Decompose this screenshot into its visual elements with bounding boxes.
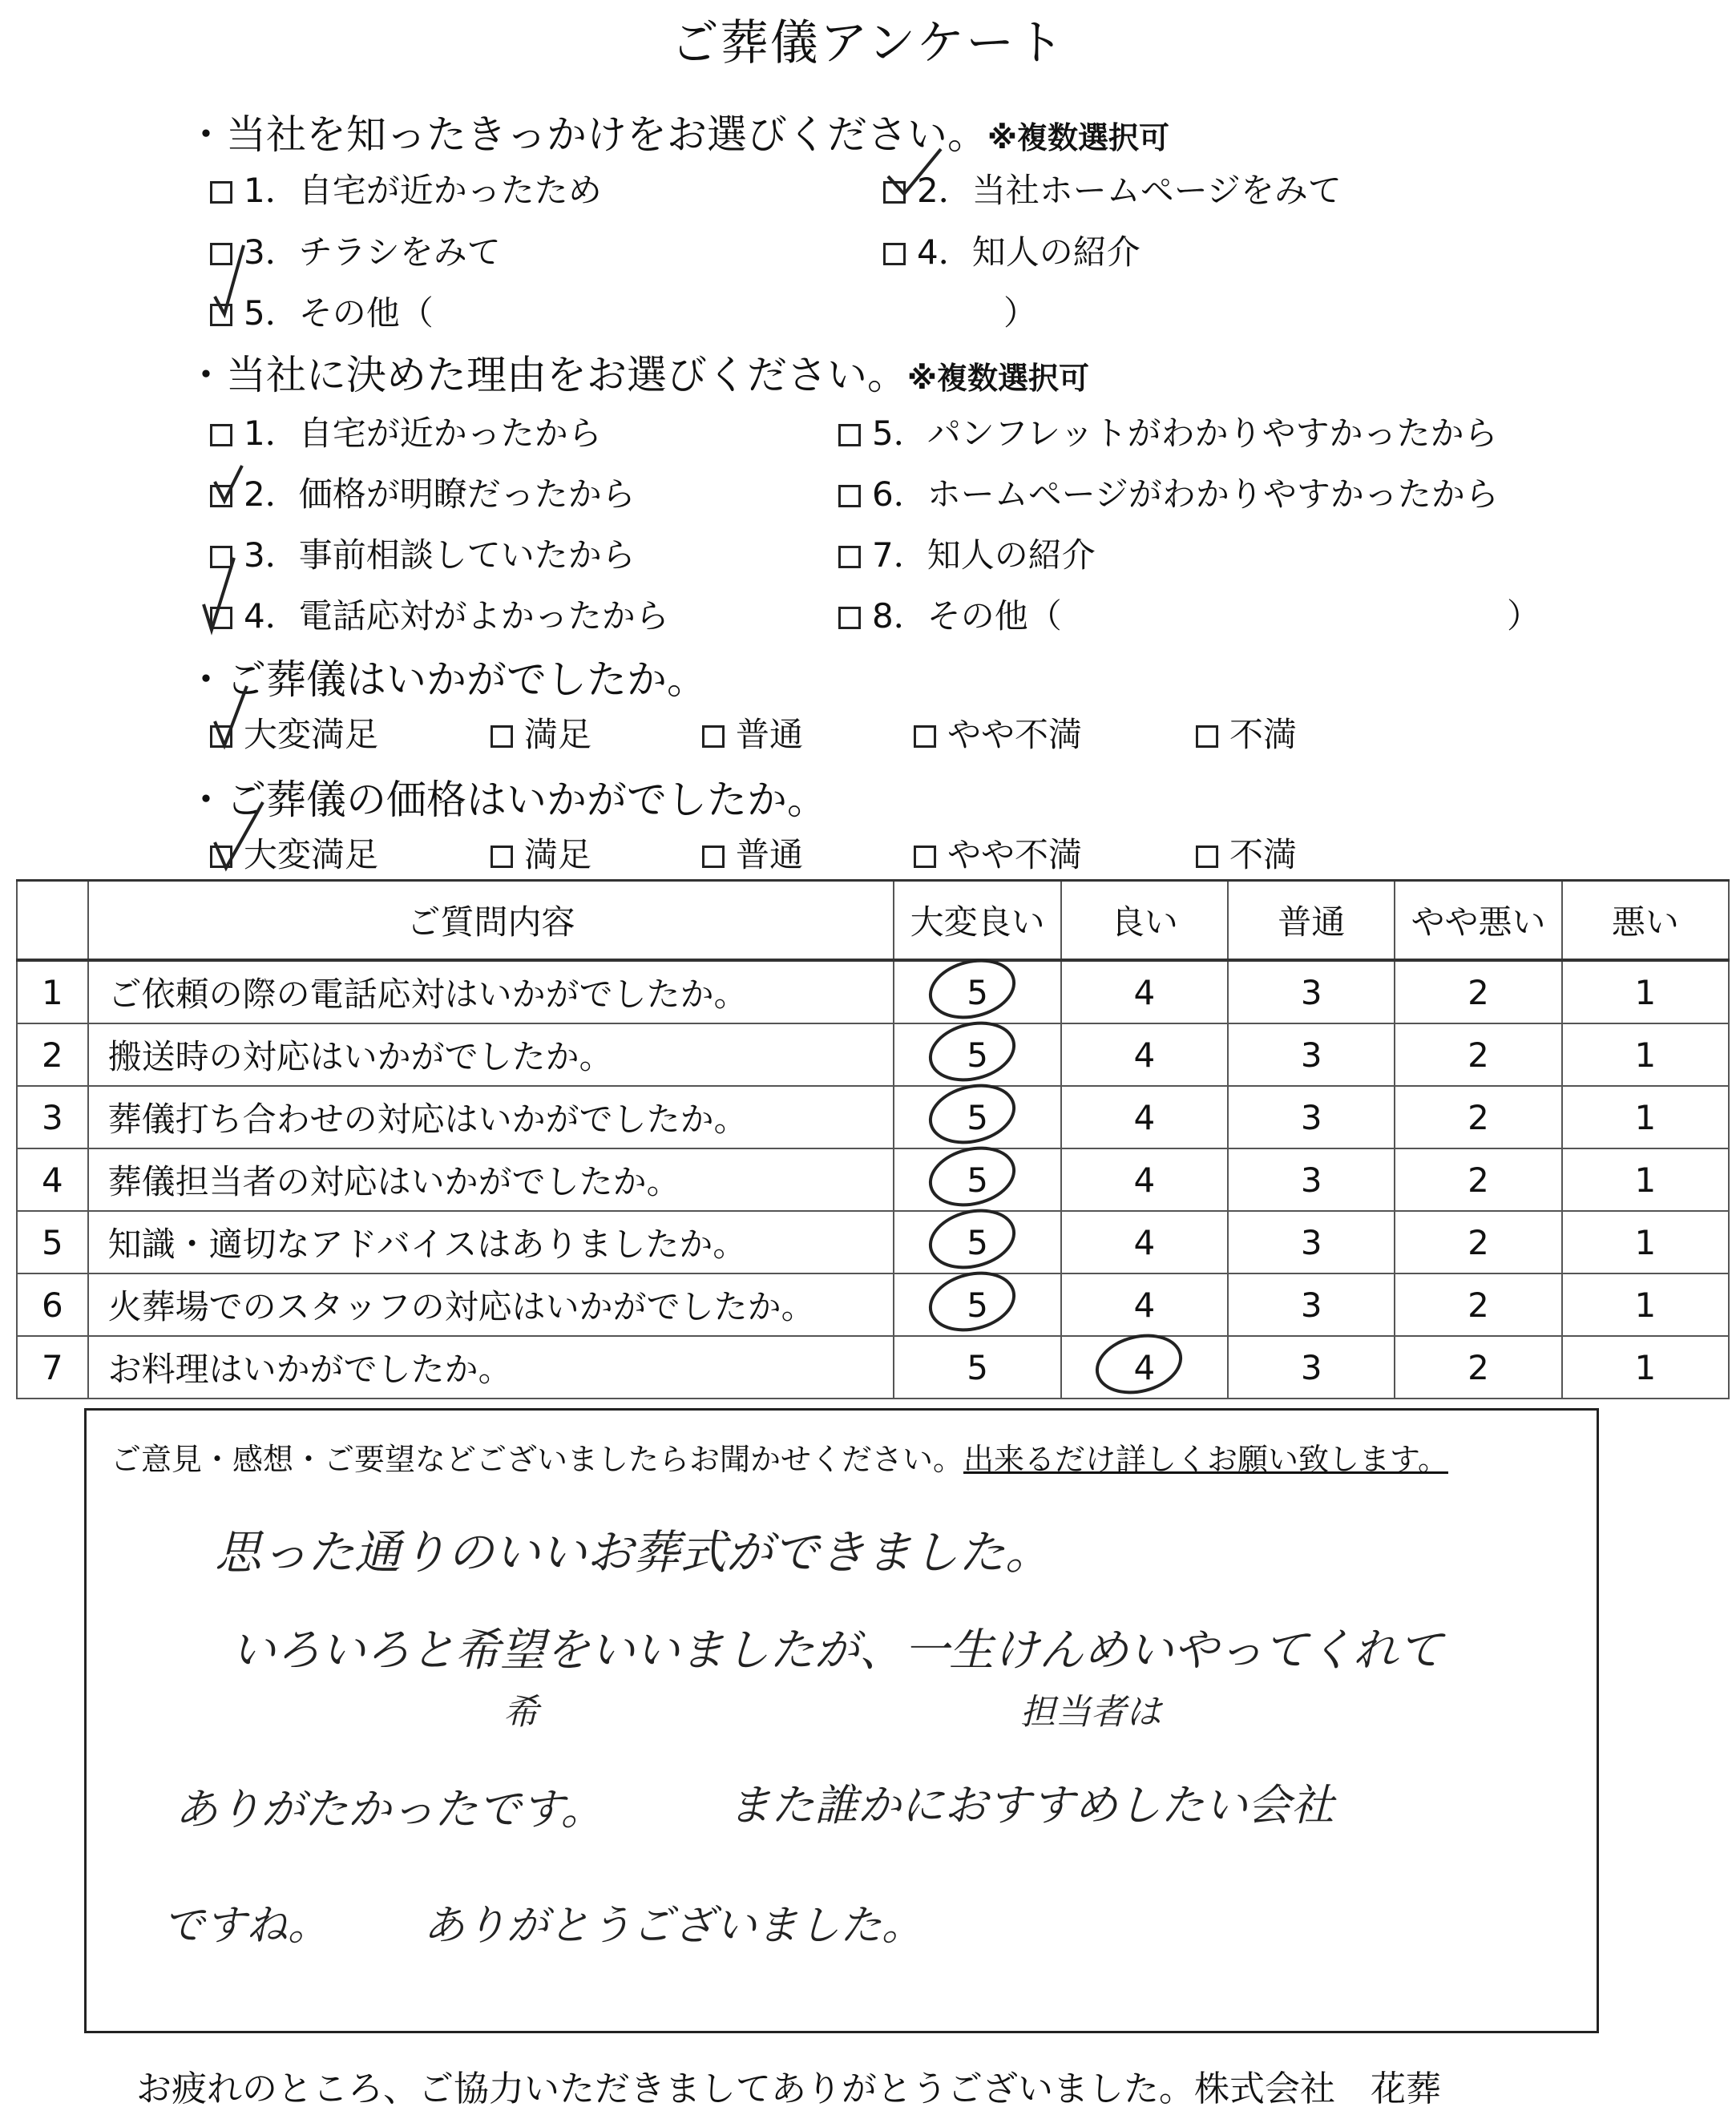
score-cell[interactable] <box>1562 1336 1729 1399</box>
checkbox[interactable] <box>1196 846 1218 868</box>
score-value: 4 <box>1133 1347 1156 1387</box>
option-label: 1．自宅が近かったから <box>244 414 602 453</box>
score-cell[interactable] <box>1562 960 1729 1023</box>
table-row <box>17 1086 1729 1148</box>
handwritten-insertion: 担当者は <box>1020 1692 1161 1733</box>
score-cell[interactable] <box>1562 1023 1729 1086</box>
q2-note: ※複数選択可 <box>907 361 1089 396</box>
row-question: 火葬場でのスタッフの対応はいかがでしたか。 <box>88 1273 894 1336</box>
header-somewhat-bad: やや悪い <box>1395 881 1561 961</box>
row-number: 1 <box>17 960 88 1023</box>
check-mark-icon <box>882 144 946 200</box>
checkbox[interactable] <box>883 243 906 265</box>
checkbox[interactable] <box>1196 725 1218 748</box>
score-value: 2 <box>1468 1222 1489 1262</box>
q1-option-1[interactable] <box>210 164 602 212</box>
option-label: 大変満足 <box>244 715 379 754</box>
score-value: 1 <box>1634 1347 1657 1387</box>
score-value: 1 <box>1634 1097 1657 1137</box>
table-row <box>17 960 1729 1023</box>
score-value: 2 <box>1468 1285 1489 1325</box>
option-label: やや不満 <box>947 715 1083 754</box>
option-label: 4．知人の紹介 <box>917 232 1141 272</box>
option-label: 大変満足 <box>244 835 379 874</box>
score-cell[interactable] <box>1061 960 1228 1023</box>
check-mark-icon <box>210 461 250 509</box>
header-no <box>17 881 88 961</box>
option-label: 1．自宅が近かったため <box>244 171 602 210</box>
score-value: 1 <box>1634 1222 1657 1262</box>
score-cell[interactable] <box>1395 1148 1561 1211</box>
score-cell[interactable] <box>1562 1211 1729 1273</box>
handwritten-line-2: いろいろと希望をいいましたが、一生けんめいやってくれて <box>231 1625 1443 1677</box>
score-cell[interactable] <box>1562 1273 1729 1336</box>
option-label: 6．ホームページがわかりやすかったから <box>872 474 1499 514</box>
option-label: 2．当社ホームページをみて <box>917 171 1342 210</box>
comment-prompt-text: ご意見・感想・ご要望などございましたらお聞かせください。 <box>111 1442 964 1477</box>
score-cell[interactable] <box>1228 1148 1395 1211</box>
score-value: 4 <box>1133 1097 1156 1137</box>
score-value: 3 <box>1300 972 1322 1012</box>
q2-option-3[interactable] <box>210 529 636 577</box>
checkbox[interactable] <box>914 725 936 748</box>
q2-option-7[interactable] <box>838 529 1096 577</box>
score-cell[interactable] <box>1562 1148 1729 1211</box>
row-number: 3 <box>17 1086 88 1148</box>
header-very-good: 大変良い <box>894 881 1060 961</box>
checkbox[interactable] <box>838 485 861 507</box>
score-cell[interactable] <box>1061 1023 1228 1086</box>
score-cell[interactable] <box>1228 960 1395 1023</box>
q2-heading-text: ・当社に決めた理由をお選びください。 <box>186 352 907 398</box>
handwritten-correction: 希 <box>503 1692 539 1733</box>
score-cell[interactable] <box>1228 1211 1395 1273</box>
score-value: 4 <box>1133 972 1156 1012</box>
row-number: 4 <box>17 1148 88 1211</box>
checkbox[interactable] <box>702 846 725 868</box>
table-header-row <box>17 881 1729 961</box>
option-label: 5．パンフレットがわかりやすかったから <box>872 414 1498 453</box>
q4-heading: ・ご葬儀の価格はいかがでしたか。 <box>186 777 827 823</box>
table-row <box>17 1148 1729 1211</box>
score-value: 1 <box>1634 1160 1657 1200</box>
score-cell[interactable] <box>894 1148 1060 1211</box>
q4-option-dissatisfied[interactable] <box>1196 829 1297 877</box>
header-question: ご質問内容 <box>88 881 894 961</box>
header-bad: 悪い <box>1562 881 1729 961</box>
score-cell[interactable] <box>1061 1148 1228 1211</box>
score-value: 4 <box>1133 1160 1156 1200</box>
q4-option-normal[interactable] <box>702 829 803 877</box>
row-question: 葬儀担当者の対応はいかがでしたか。 <box>88 1148 894 1211</box>
score-cell[interactable] <box>1395 1086 1561 1148</box>
q1-option-4[interactable] <box>883 226 1141 274</box>
score-value: 1 <box>1634 972 1657 1012</box>
score-cell[interactable] <box>1562 1086 1729 1148</box>
score-cell[interactable] <box>894 1023 1060 1086</box>
table-row <box>17 1336 1729 1399</box>
score-value: 2 <box>1468 1035 1489 1075</box>
option-label: 7．知人の紹介 <box>872 535 1096 575</box>
q3-option-somewhat-dissatisfied[interactable] <box>914 708 1082 757</box>
score-cell[interactable] <box>1395 1336 1561 1399</box>
score-value: 3 <box>1300 1222 1322 1262</box>
q2-option-6[interactable] <box>838 468 1499 516</box>
comment-box[interactable] <box>84 1408 1599 2033</box>
score-cell[interactable] <box>894 1273 1060 1336</box>
score-cell[interactable] <box>1228 1023 1395 1086</box>
handwritten-line-4: また誰かにおすすめしたい会社 <box>728 1780 1334 1830</box>
table-row <box>17 1273 1729 1336</box>
score-cell[interactable] <box>1228 1336 1395 1399</box>
score-value: 3 <box>1300 1097 1322 1137</box>
comment-prompt-emphasis: 出来るだけ詳しくお願い致します。 <box>963 1442 1448 1477</box>
option-label: 3．事前相談していたから <box>244 535 636 575</box>
row-question: 葬儀打ち合わせの対応はいかがでしたか。 <box>88 1086 894 1148</box>
score-value: 5 <box>967 1035 988 1075</box>
score-cell[interactable] <box>894 1086 1060 1148</box>
handwritten-line-5: ですね。 <box>163 1902 330 1950</box>
score-value: 3 <box>1300 1347 1322 1387</box>
option-label: 普通 <box>736 835 804 874</box>
option-label: 3．チラシをみて <box>244 232 501 272</box>
row-question: お料理はいかがでしたか。 <box>88 1336 894 1399</box>
score-cell[interactable] <box>1395 1273 1561 1336</box>
score-value: 5 <box>967 1097 988 1137</box>
footer-thanks: お疲れのところ、ご協力いただきましてありがとうございました。株式会社 花葬 <box>136 2069 1441 2109</box>
check-mark-icon <box>210 681 258 753</box>
q2-option-5[interactable] <box>838 407 1498 455</box>
row-number: 6 <box>17 1273 88 1336</box>
score-value: 3 <box>1300 1160 1322 1200</box>
option-label: 普通 <box>736 715 804 754</box>
checkbox[interactable] <box>210 181 232 204</box>
option-label: 8．その他（ <box>872 596 1062 636</box>
checkbox[interactable] <box>838 546 861 568</box>
option-label: 2．価格が明瞭だったから <box>244 474 636 514</box>
check-mark-icon <box>199 553 247 641</box>
score-cell[interactable] <box>894 1211 1060 1273</box>
score-value: 2 <box>1468 972 1489 1012</box>
option-label: 満足 <box>524 715 592 754</box>
q1-option-2[interactable] <box>883 164 1342 212</box>
score-value: 5 <box>967 1285 988 1325</box>
score-value: 3 <box>1300 1285 1322 1325</box>
score-value: 1 <box>1634 1285 1657 1325</box>
row-number: 5 <box>17 1211 88 1273</box>
score-value: 1 <box>1634 1035 1657 1075</box>
checkbox[interactable] <box>491 846 513 868</box>
option-label: 不満 <box>1229 835 1298 874</box>
q3-option-normal[interactable] <box>702 708 803 757</box>
checkbox[interactable] <box>210 424 232 446</box>
q4-option-somewhat-dissatisfied[interactable] <box>914 829 1082 877</box>
check-mark-icon <box>210 240 258 321</box>
q2-option-8[interactable] <box>838 590 1062 638</box>
handwritten-line-6: ありがとうございました。 <box>423 1902 924 1950</box>
row-number: 2 <box>17 1023 88 1086</box>
score-value: 2 <box>1468 1097 1489 1137</box>
q2-heading <box>186 343 1089 401</box>
q2-option-1[interactable] <box>210 407 602 455</box>
option-label: 5．その他（ <box>244 293 434 333</box>
score-value: 3 <box>1300 1035 1322 1075</box>
checkbox[interactable] <box>838 424 861 446</box>
handwritten-line-1: 思った通りのいいお葬式ができました。 <box>215 1525 1052 1580</box>
handwritten-line-3: ありがたかったです。 <box>175 1784 604 1834</box>
q1-option-5-close: ） <box>1003 293 1038 333</box>
table-row <box>17 1211 1729 1273</box>
score-value: 4 <box>1133 1285 1156 1325</box>
q1-note: ※複数選択可 <box>987 120 1169 155</box>
q4-option-satisfied[interactable] <box>491 829 591 877</box>
score-cell[interactable] <box>1061 1336 1228 1399</box>
option-label: 不満 <box>1229 715 1298 754</box>
score-cell[interactable] <box>1228 1086 1395 1148</box>
score-cell[interactable] <box>1395 960 1561 1023</box>
score-value: 5 <box>967 1347 988 1387</box>
score-value: 4 <box>1133 1035 1156 1075</box>
option-label: 4．電話応対がよかったから <box>244 596 669 636</box>
score-cell[interactable] <box>1395 1211 1561 1273</box>
q3-option-dissatisfied[interactable] <box>1196 708 1297 757</box>
row-question: 知識・適切なアドバイスはありましたか。 <box>88 1211 894 1273</box>
score-value: 5 <box>967 972 988 1012</box>
option-label: 満足 <box>524 835 592 874</box>
score-value: 5 <box>967 1160 988 1200</box>
score-cell[interactable] <box>1061 1273 1228 1336</box>
score-cell[interactable] <box>1061 1086 1228 1148</box>
table-row <box>17 1023 1729 1086</box>
checkbox[interactable] <box>491 725 513 748</box>
checkbox[interactable] <box>838 607 861 629</box>
score-value: 2 <box>1468 1347 1489 1387</box>
score-value: 2 <box>1468 1160 1489 1200</box>
comment-prompt <box>111 1435 1448 1479</box>
checkbox[interactable] <box>914 846 936 868</box>
row-question: 搬送時の対応はいかがでしたか。 <box>88 1023 894 1086</box>
row-number: 7 <box>17 1336 88 1399</box>
q2-option-8-close: ） <box>1507 596 1541 636</box>
header-good: 良い <box>1061 881 1228 961</box>
score-cell[interactable] <box>894 960 1060 1023</box>
row-question: ご依頼の際の電話応対はいかがでしたか。 <box>88 960 894 1023</box>
q2-option-2[interactable] <box>210 468 636 516</box>
q2-option-4[interactable] <box>210 590 669 638</box>
survey-title: ご葬儀アンケート <box>670 15 1066 71</box>
check-mark-icon <box>210 797 274 878</box>
score-value: 5 <box>967 1222 988 1262</box>
score-cell[interactable] <box>894 1336 1060 1399</box>
q3-heading: ・ご葬儀はいかがでしたか。 <box>186 656 707 703</box>
checkbox[interactable] <box>702 725 725 748</box>
score-cell[interactable] <box>1228 1273 1395 1336</box>
q1-heading-text: ・当社を知ったきっかけをお選びください。 <box>186 111 987 158</box>
q3-option-satisfied[interactable] <box>491 708 591 757</box>
q1-heading <box>186 103 1169 160</box>
header-normal: 普通 <box>1228 881 1395 961</box>
score-value: 4 <box>1133 1222 1156 1262</box>
score-cell[interactable] <box>1395 1023 1561 1086</box>
option-label: やや不満 <box>947 835 1083 874</box>
score-cell[interactable] <box>1061 1211 1228 1273</box>
rating-table <box>16 879 1730 1399</box>
